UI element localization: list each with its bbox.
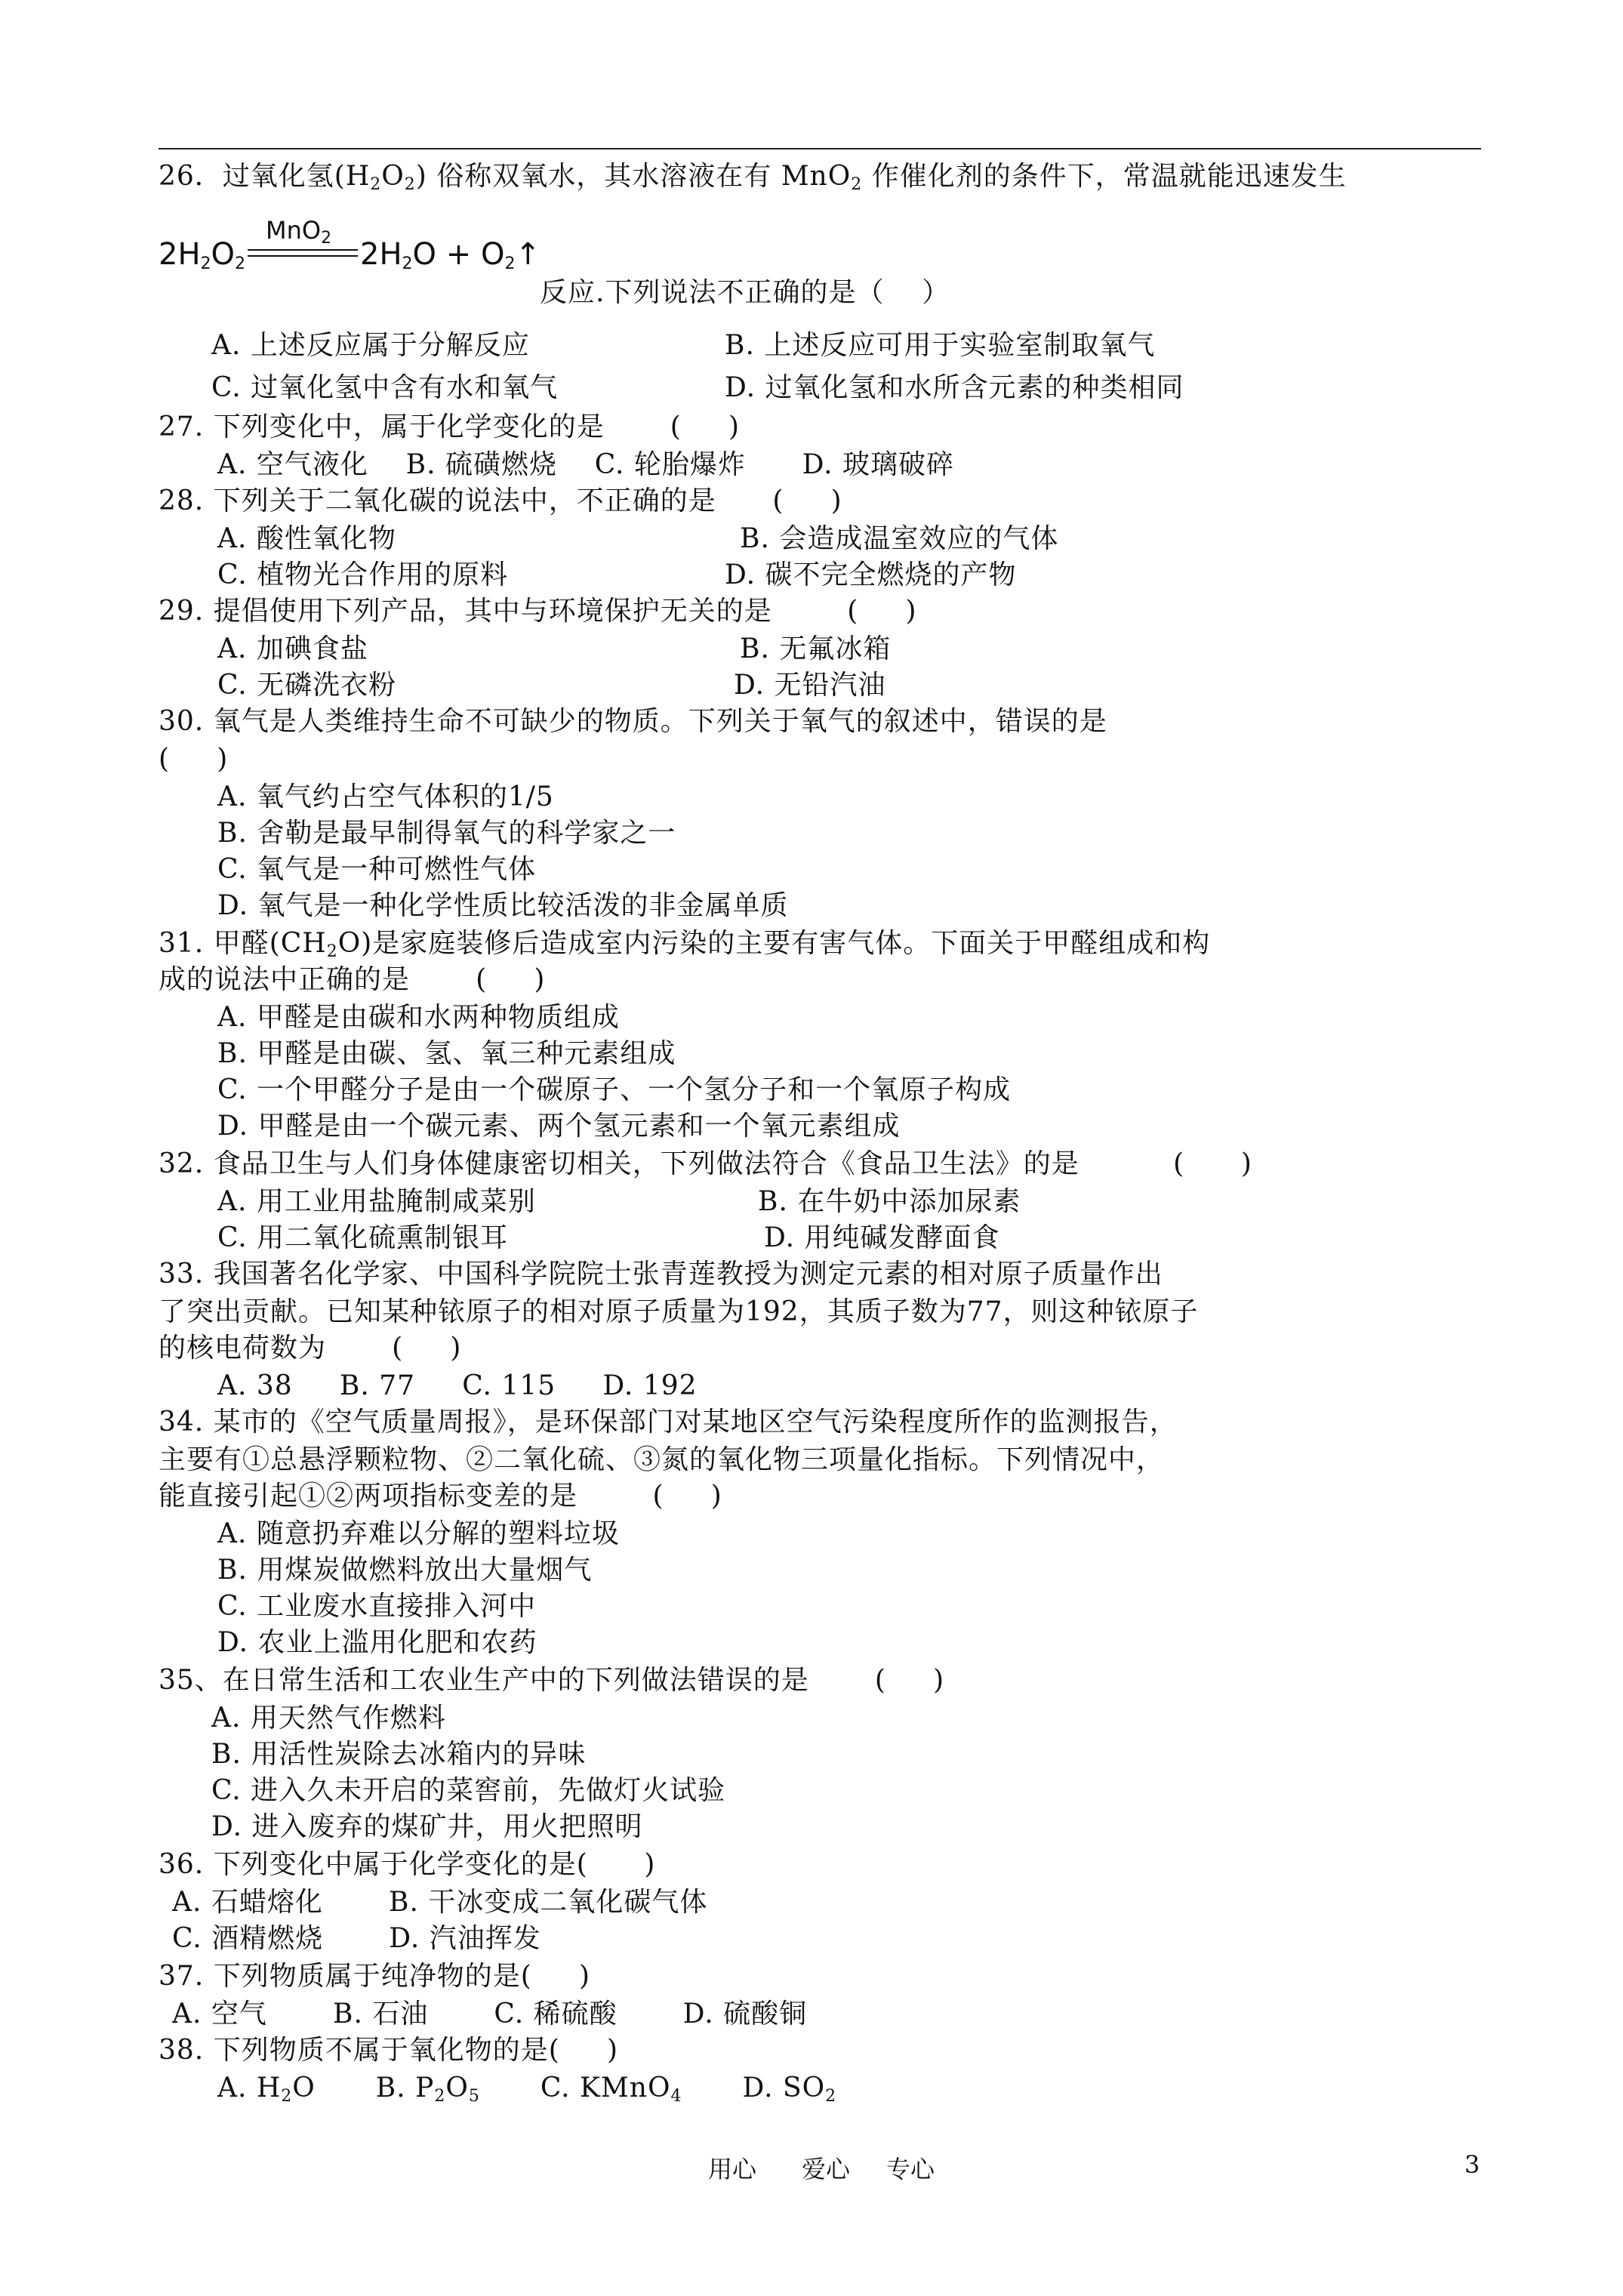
question-36-stem: 36. 下列变化中属于化学变化的是( ) (159, 1849, 656, 1880)
header-rule (159, 148, 1481, 149)
q31-option-b: B. 甲醛是由碳、氢、氧三种元素组成 (217, 1038, 676, 1069)
q34-option-c: C. 工业废水直接排入河中 (217, 1591, 537, 1622)
question-38-stem: 38. 下列物质不属于氧化物的是( ) (159, 2035, 619, 2066)
question-34-stem-2: 主要有①总悬浮颗粒物、②二氧化硫、③氮的氧化物三项量化指标。下列情况中， (159, 1444, 1165, 1475)
q30-option-b: B. 舍勒是最早制得氧气的科学家之一 (217, 818, 676, 849)
q30-option-c: C. 氧气是一种可燃性气体 (217, 854, 537, 885)
question-34-stem-1: 34. 某市的《空气质量周报》，是环保部门对某地区空气污染程度所作的监测报告， (159, 1407, 1178, 1438)
question-32-stem: 32. 食品卫生与人们身体健康密切相关，下列做法符合《食品卫生法》的是 ( ) (159, 1148, 1252, 1179)
q34-option-b: B. 用煤炭做燃料放出大量烟气 (217, 1555, 593, 1586)
q32-option-a: A. 用工业用盐腌制咸菜别 (217, 1186, 536, 1217)
q33-options: A. 38 B. 77 C. 115 D. 192 (217, 1370, 698, 1401)
page-number: 3 (1464, 2150, 1480, 2179)
question-27-stem: 27. 下列变化中，属于化学变化的是 ( ) (159, 411, 741, 442)
q32-option-d: D. 用纯碱发酵面食 (764, 1222, 1000, 1253)
question-30-paren: ( ) (159, 744, 229, 775)
q29-option-d: D. 无铅汽油 (734, 670, 886, 701)
equation-catalyst: MnO$_2$ (266, 216, 332, 248)
q29-option-b: B. 无氟冰箱 (740, 633, 892, 664)
question-29-stem: 29. 提倡使用下列产品，其中与环境保护无关的是 ( ) (159, 596, 917, 627)
q31-option-c: C. 一个甲醛分子是由一个碳原子、一个氢分子和一个氧原子构成 (217, 1074, 1012, 1105)
q30-option-a: A. 氧气约占空气体积的1/5 (217, 781, 554, 812)
reaction-equation (159, 216, 581, 276)
up-arrow-icon: ↑ (515, 237, 540, 272)
q34-option-d: D. 农业上滥用化肥和农药 (217, 1627, 537, 1658)
q38-options: A. $H_2O$ B. $P_2O_5$ C. KMnO$_4$ D. $SO_2$ (217, 2073, 837, 2106)
question-30-stem: 30. 氧气是人类维持生命不可缺少的物质。下列关于氧气的叙述中，错误的是 (159, 706, 1107, 737)
q28-option-d: D. 碳不完全燃烧的产物 (725, 559, 1017, 590)
q28-option-b: B. 会造成温室效应的气体 (740, 523, 1059, 554)
q26-option-a: A. 上述反应属于分解反应 (211, 330, 530, 361)
q35-option-b: B. 用活性炭除去冰箱内的异味 (211, 1739, 587, 1770)
q36-options-row-2: C. 酒精燃烧 D. 汽油挥发 (172, 1923, 541, 1954)
question-33-stem-3: 的核电荷数为 ( ) (159, 1333, 462, 1364)
q26-option-c: C. 过氧化氢中含有水和氧气 (211, 372, 559, 403)
equation-body: $2H_2O_2$ $2H_2O$ + $O_2↑$ (159, 237, 540, 273)
question-37-stem: 37. 下列物质属于纯净物的是( ) (159, 1961, 591, 1992)
q36-options-row-1: A. 石蜡熔化 B. 干冰变成二氧化碳气体 (172, 1887, 708, 1918)
q35-option-c: C. 进入久未开启的菜窖前，先做灯火试验 (211, 1775, 726, 1806)
question-26-stem: 26．过氧化氢$(H_2O_2)$ 俗称双氧水，其水溶液在有 MnO$_2$ 作催化剂的条件下，常温就能迅速发生 (159, 161, 1347, 194)
q30-option-d: D. 氧气是一种化学性质比较活泼的非金属单质 (217, 890, 789, 921)
q28-option-c: C. 植物光合作用的原料 (217, 559, 509, 590)
q35-option-a: A. 用天然气作燃料 (211, 1703, 446, 1734)
q31-option-d: D. 甲醛是由一个碳元素、两个氢元素和一个氧元素组成 (217, 1111, 901, 1142)
q29-option-c: C. 无磷洗衣粉 (217, 670, 397, 701)
q32-option-c: C. 用二氧化硫熏制银耳 (217, 1222, 509, 1253)
question-33-stem-1: 33. 我国著名化学家、中国科学院院士张青莲教授为测定元素的相对原子质量作出 (159, 1259, 1163, 1290)
q32-option-b: B. 在牛奶中添加尿素 (758, 1186, 1021, 1217)
q37-options: A. 空气 B. 石油 C. 稀硫酸 D. 硫酸铜 (172, 1999, 808, 2029)
q31-option-a: A. 甲醛是由碳和水两种物质组成 (217, 1002, 620, 1033)
footer-zhuanxin: 专心 (886, 2155, 935, 2184)
q26-option-d: D. 过氧化氢和水所含元素的种类相同 (725, 372, 1184, 403)
q34-option-a: A. 随意扔弃难以分解的塑料垃圾 (217, 1518, 620, 1549)
q26-option-b: B. 上述反应可用于实验室制取氧气 (725, 330, 1156, 361)
q35-option-d: D. 进入废弃的煤矿井，用火把照明 (211, 1811, 643, 1842)
q27-options: A. 空气液化 B. 硫磺燃烧 C. 轮胎爆炸 D. 玻璃破碎 (217, 449, 955, 480)
question-33-stem-2: 了突出贡献。已知某种铱原子的相对原子质量为192，其质子数为77，则这种铱原子 (159, 1296, 1199, 1327)
question-31-stem: 31. 甲醛$(CH_2O)$是家庭装修后造成室内污染的主要有害气体。下面关于甲醛组成和构 (159, 928, 1211, 961)
question-35-stem: 35、在日常生活和工农业生产中的下列做法错误的是 ( ) (159, 1665, 945, 1696)
question-31-stem-cont: 成的说法中正确的是 ( ) (159, 964, 546, 995)
q28-option-a: A. 酸性氧化物 (217, 523, 396, 554)
question-26-continuation: 反应.下列说法不正确的是（ ） (540, 277, 950, 308)
footer-yongxin: 用心 (708, 2155, 757, 2184)
question-34-stem-3: 能直接引起①②两项指标变差的是 ( ) (159, 1481, 722, 1512)
q29-option-a: A. 加碘食盐 (217, 633, 368, 664)
footer-aixin: 爱心 (802, 2155, 851, 2184)
question-28-stem: 28. 下列关于二氧化碳的说法中，不正确的是 ( ) (159, 485, 842, 516)
